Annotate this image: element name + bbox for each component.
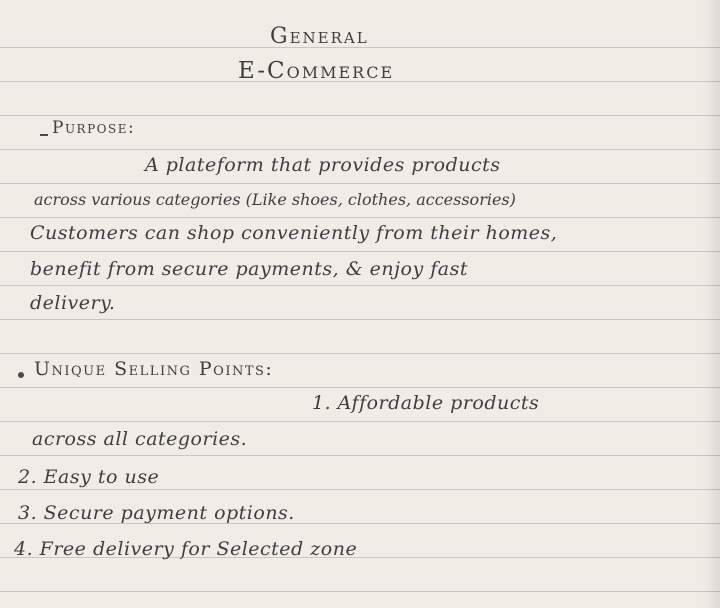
usp-item-1-cont: across all categories. (32, 428, 248, 450)
usp-item-3: 3. Secure payment options. (18, 502, 295, 524)
page-edge-shadow (702, 0, 720, 608)
usp-item-1: 1. Affordable products (312, 392, 540, 414)
purpose-line-3: Customers can shop conveniently from their homes, (30, 222, 558, 244)
purpose-heading: Purpose: (52, 118, 136, 138)
usp-bullet (18, 372, 24, 378)
usp-item-2: 2. Easy to use (18, 466, 160, 488)
purpose-line-4: benefit from secure payments, & enjoy fast (30, 258, 468, 280)
usp-item-4: 4. Free delivery for Selected zone (14, 538, 358, 560)
title-line-1: General (270, 24, 369, 49)
purpose-line-5: delivery. (30, 292, 116, 314)
title-line-2: E-Commerce (238, 58, 395, 84)
purpose-dash (40, 134, 48, 136)
usp-heading: Unique Selling Points: (34, 358, 274, 380)
purpose-line-2: across various categories (Like shoes, clothes, accessories) (34, 190, 516, 209)
purpose-line-1: A plateform that provides products (145, 154, 501, 176)
